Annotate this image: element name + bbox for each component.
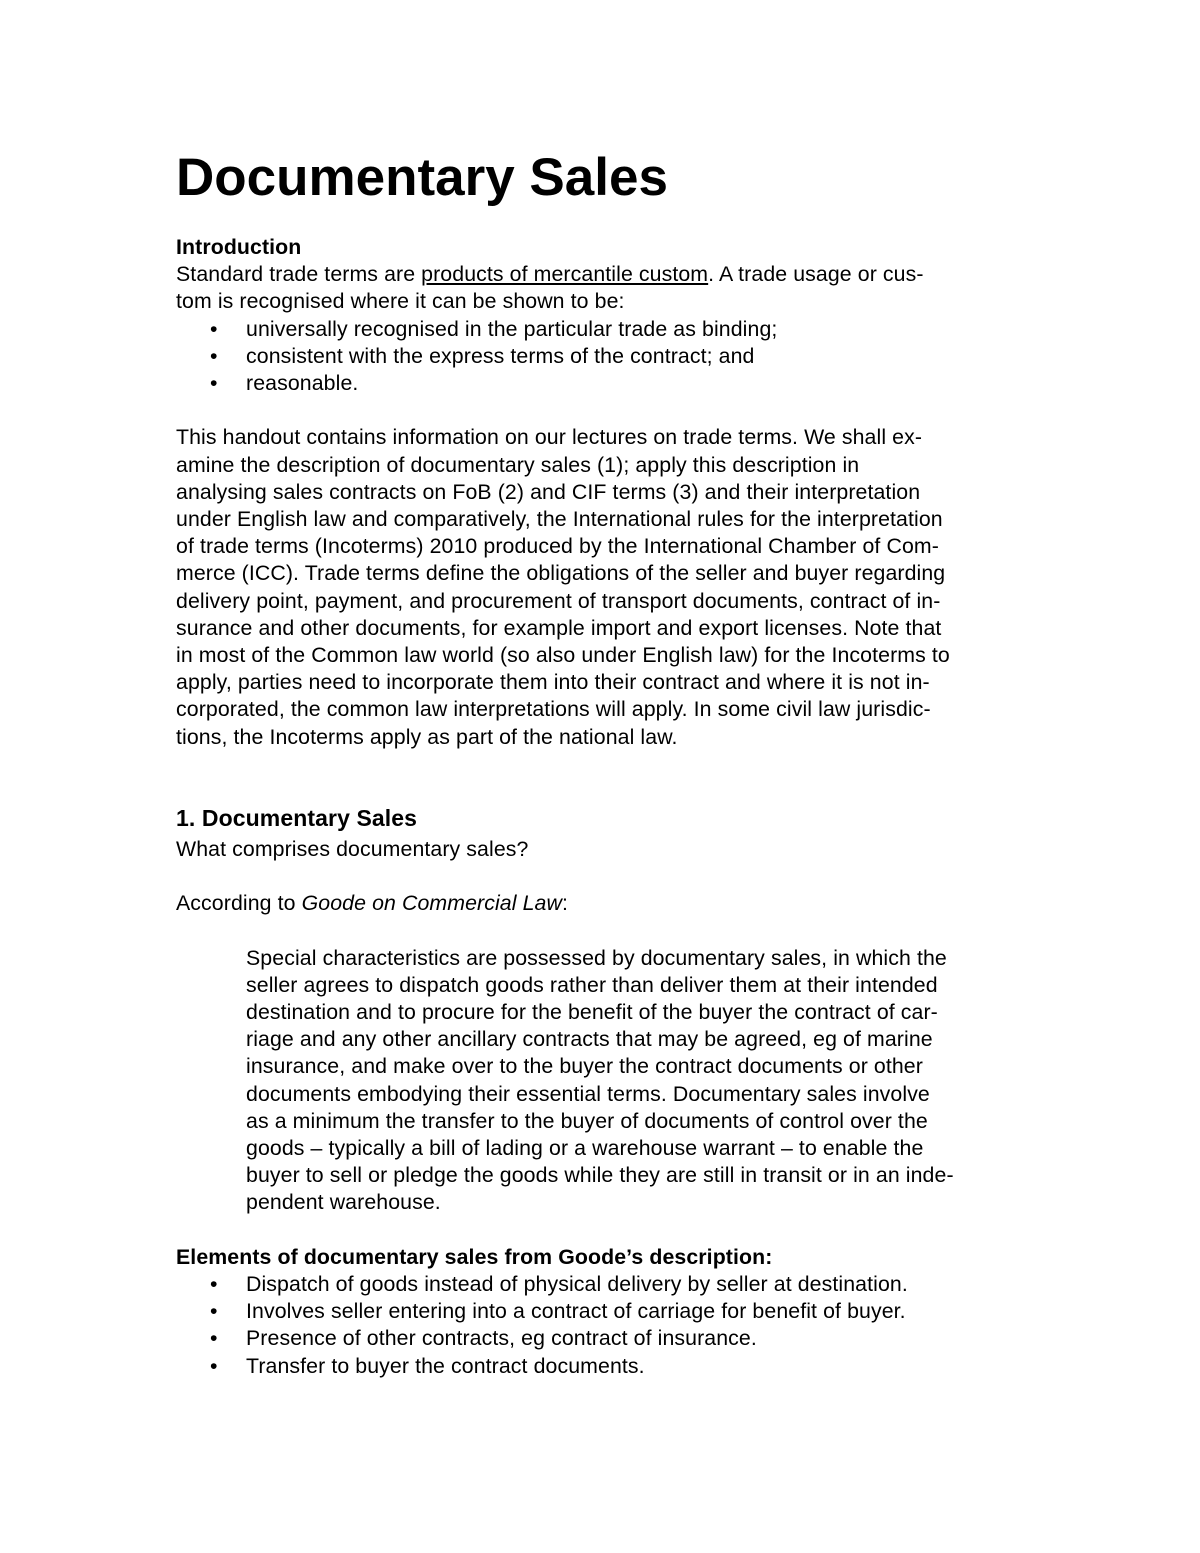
source-title: Goode on Commercial Law [301, 891, 562, 916]
page-title: Documentary Sales [176, 148, 668, 207]
bullet-icon: • [210, 343, 218, 368]
paragraph-line: amine the description of documentary sales (1); apply this description in [176, 452, 860, 477]
bullet-icon: • [210, 1272, 218, 1297]
intro-text: . A trade usage or cus- [708, 262, 924, 287]
paragraph-line: corporated, the common law interpretations will apply. In some civil law jurisdic- [176, 697, 931, 722]
document-page [176, 140, 1026, 1380]
according-text: According to [176, 891, 302, 916]
bullet-icon: • [210, 1353, 218, 1378]
list-item-text: Dispatch of goods instead of physical delivery by seller at destination. [246, 1272, 908, 1297]
list-item-text: Transfer to buyer the contract documents. [246, 1353, 645, 1378]
intro-paragraph [176, 261, 1026, 315]
quote-line: insurance, and make over to the buyer the contract documents or other [246, 1054, 923, 1079]
bullet-icon: • [210, 316, 218, 341]
quote-line: as a minimum the transfer to the buyer of documents of control over the [246, 1108, 928, 1133]
paragraph-line: delivery point, payment, and procurement of transport documents, contract of in- [176, 588, 941, 613]
paragraph-line: surance and other documents, for example import and export licenses. Note that [176, 615, 942, 640]
list-item-text: consistent with the express terms of the contract; and [246, 343, 755, 368]
list-item [176, 1353, 1026, 1380]
paragraph-line: in most of the Common law world (so also under English law) for the Incoterms to [176, 643, 950, 668]
list-item-text: Presence of other contracts, eg contract of insurance. [246, 1326, 757, 1351]
quote-line: goods – typically a bill of lading or a warehouse warrant – to enable the [246, 1136, 924, 1161]
spacer [176, 751, 1026, 793]
list-item-text: reasonable. [246, 371, 359, 396]
elements-bullet-list [176, 1271, 1026, 1380]
quote-line: seller agrees to dispatch goods rather than deliver them at their intended [246, 972, 938, 997]
intro-text: Standard trade terms are [176, 262, 422, 287]
quote-line: destination and to procure for the benefit of the buyer the contract of car- [246, 1000, 938, 1025]
section-heading: 1. Documentary Sales [176, 804, 418, 831]
intro-bullet-list [176, 316, 1026, 398]
list-item [176, 316, 1026, 343]
list-item [176, 370, 1026, 397]
according-text: : [561, 891, 568, 916]
bullet-icon: • [210, 1326, 218, 1351]
list-item-text: universally recognised in the particular trade as binding; [246, 316, 778, 341]
according-line [176, 890, 1026, 917]
spacer [176, 917, 1026, 944]
mercantile-custom-phrase: products of mercantile custom [421, 262, 709, 287]
quote-line: riage and any other ancillary contracts that may be agreed, eg of marine [246, 1027, 933, 1052]
introduction-section [176, 234, 1026, 1380]
paragraph-line: analysing sales contracts on FoB (2) and CIF terms (3) and their interpretation [176, 479, 921, 504]
bullet-icon: • [210, 1299, 218, 1324]
spacer [176, 793, 1026, 803]
goode-quote [176, 945, 1026, 1217]
quote-line: Special characteristics are possessed by documentary sales, in which the [246, 945, 947, 970]
intro-line: tom is recognised where it can be shown to be: [176, 289, 625, 314]
list-item [176, 343, 1026, 370]
list-item [176, 1325, 1026, 1352]
quote-line: buyer to sell or pledge the goods while they are still in transit or in an inde- [246, 1163, 954, 1188]
quote-line: pendent warehouse. [246, 1190, 441, 1215]
paragraph-line: under English law and comparatively, the International rules for the interpretation [176, 507, 943, 532]
paragraph-line: of trade terms (Incoterms) 2010 produced by the International Chamber of Com- [176, 534, 939, 559]
elements-heading: Elements of documentary sales from Goode’s description: [176, 1244, 773, 1269]
section-question: What comprises documentary sales? [176, 836, 529, 861]
paragraph-line: This handout contains information on our lectures on trade terms. We shall ex- [176, 425, 923, 450]
list-item [176, 1271, 1026, 1298]
list-item-text: Involves seller entering into a contract of carriage for benefit of buyer. [246, 1299, 906, 1324]
handout-paragraph [176, 424, 1026, 750]
paragraph-line: merce (ICC). Trade terms define the obligations of the seller and buyer regarding [176, 561, 946, 586]
list-item [176, 1298, 1026, 1325]
spacer [176, 863, 1026, 890]
spacer [176, 1217, 1026, 1244]
paragraph-line: tions, the Incoterms apply as part of the national law. [176, 724, 678, 749]
introduction-heading: Introduction [176, 235, 302, 259]
intro-line [176, 261, 1026, 288]
spacer [176, 397, 1026, 424]
quote-line: documents embodying their essential terms. Documentary sales involve [246, 1081, 930, 1106]
paragraph-line: apply, parties need to incorporate them into their contract and where it is not in- [176, 670, 930, 695]
bullet-icon: • [210, 371, 218, 396]
